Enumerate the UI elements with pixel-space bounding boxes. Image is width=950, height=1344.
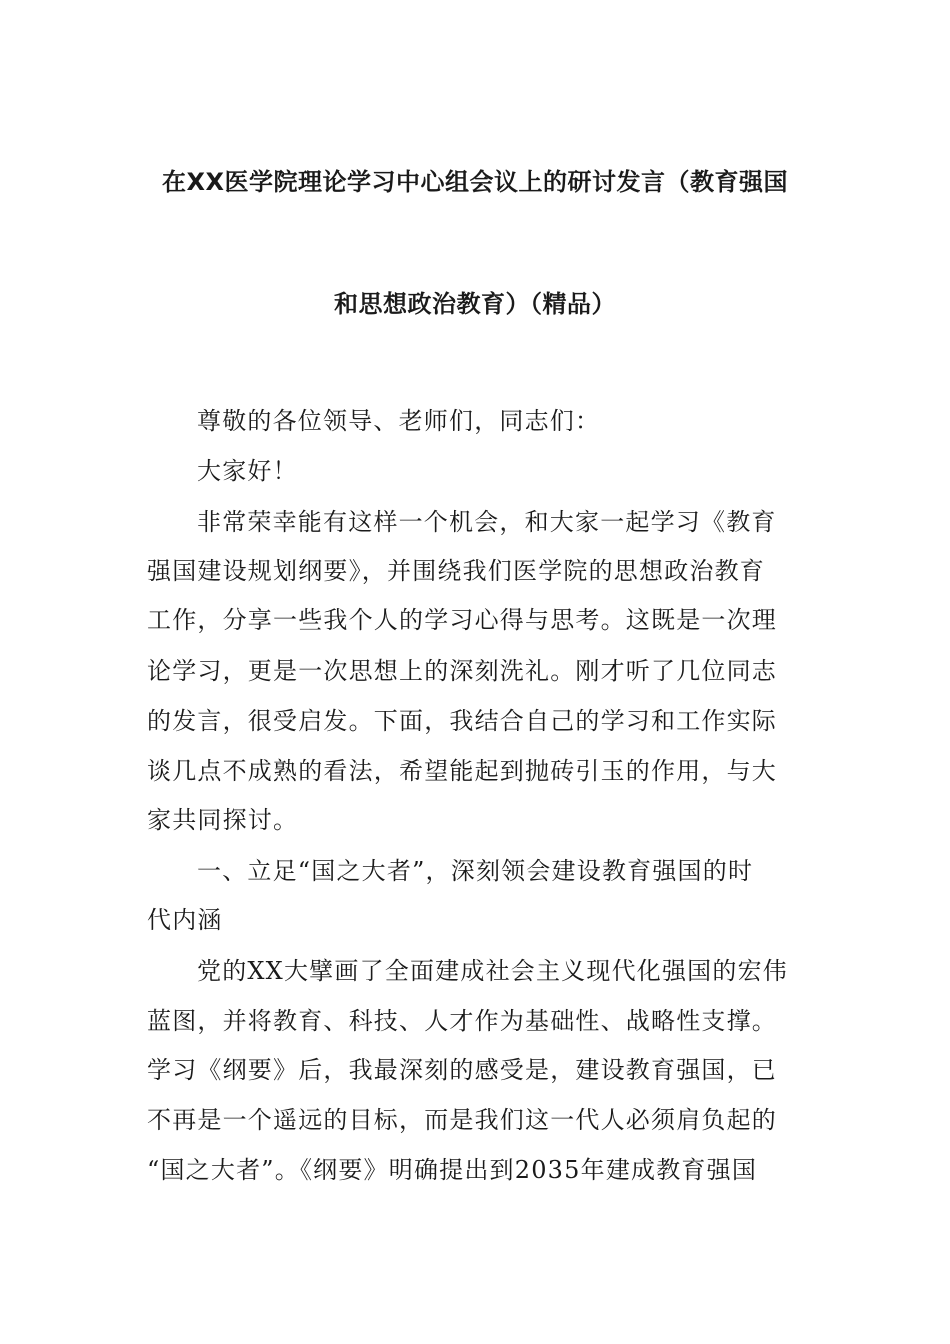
paragraph-line: 党的XX大擘画了全面建成社会主义现代化强国的宏伟 [197, 957, 788, 985]
document-title-line-1: 在XX医学院理论学习中心组会议上的研讨发言（教育强国 [161, 168, 788, 196]
section-heading-line: 代内涵 [147, 906, 223, 934]
paragraph-line: 非常荣幸能有这样一个机会，和大家一起学习《教育 [197, 508, 777, 536]
document-title-line-2: 和思想政治教育）（精品） [334, 290, 616, 318]
paragraph-line: 强国建设规划纲要》，并围绕我们医学院的思想政治教育 [147, 557, 765, 585]
paragraph-line: 的发言，很受启发。下面，我结合自己的学习和工作实际 [147, 707, 777, 735]
paragraph-line: “国之大者”。《纲要》明确提出到2035年建成教育强国 [147, 1156, 758, 1184]
paragraph-line: 学习《纲要》后，我最深刻的感受是，建设教育强国，已 [147, 1056, 777, 1084]
paragraph-line: 蓝图，并将教育、科技、人才作为基础性、战略性支撑。 [147, 1007, 777, 1035]
salutation: 尊敬的各位领导、老师们，同志们： [197, 407, 601, 435]
paragraph-line: 谈几点不成熟的看法，希望能起到抛砖引玉的作用，与大 [147, 757, 777, 785]
greeting: 大家好！ [197, 457, 298, 485]
paragraph-line: 工作，分享一些我个人的学习心得与思考。这既是一次理 [147, 606, 777, 634]
paragraph-line: 家共同探讨。 [147, 806, 299, 834]
paragraph-line: 论学习，更是一次思想上的深刻洗礼。刚才听了几位同志 [147, 657, 777, 685]
paragraph-line: 不再是一个遥远的目标，而是我们这一代人必须肩负起的 [147, 1106, 777, 1134]
section-heading-line: 一、立足“国之大者”，深刻领会建设教育强国的时 [197, 857, 754, 885]
